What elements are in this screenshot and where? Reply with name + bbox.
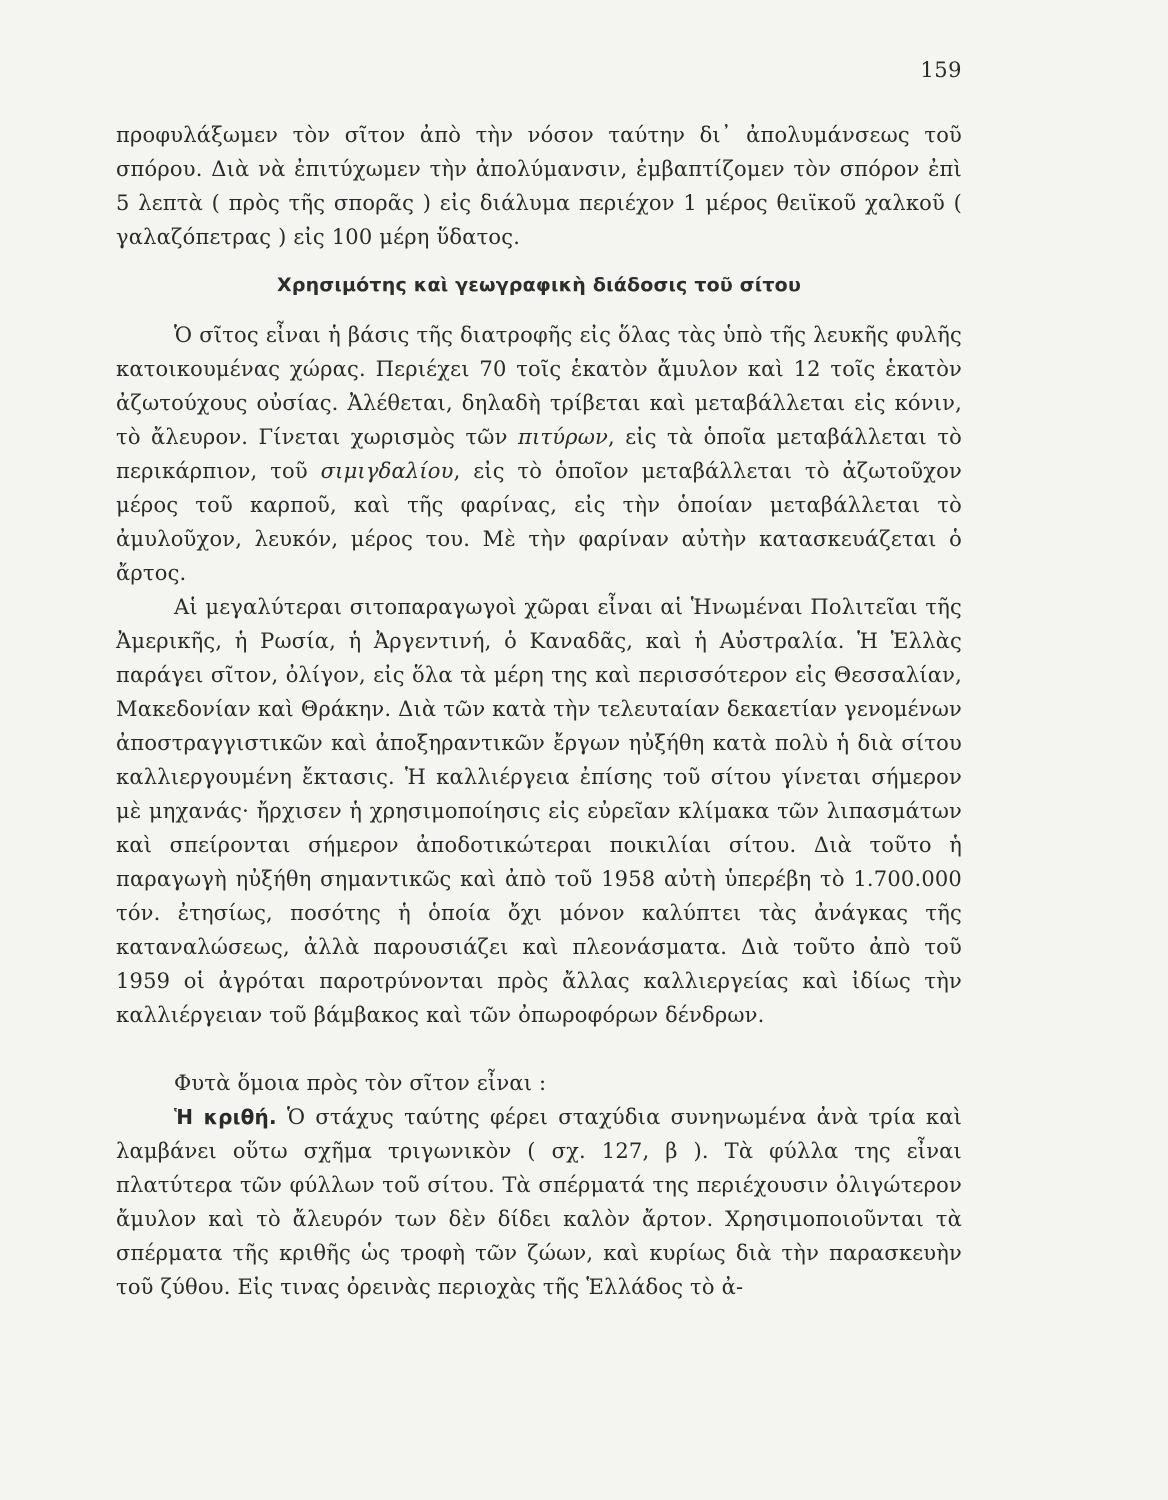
similar-plants-intro: Φυτὰ ὅμοια πρὸς τὸν σῖτον εἶναι : [174,1071,547,1095]
barley-term: Ἡ κριθή. [174,1105,277,1129]
paragraph-nutrition-part-2: , εἰς τὰ ὁποῖα μεταβάλλεται τὸ περικάρπιον, τοῦ [116,425,962,483]
paragraph-nutrition-part-3: , εἰς τὸ ὁποῖον μεταβάλλεται τὸ ἀζωτοῦχον μέρος τοῦ καρποῦ, καὶ τῆς φαρίνας, εἰς τὴν ὁποίαν μεταβάλλεται τὸ ἀμυλοῦχον, λευκόν, μέρος του. Μὲ τὴν φαρίναν αὐτὴν κατασκευάζεται ὁ ἄρτος. [116,459,962,585]
term-semolina: σιμιγδαλίου [320,459,454,483]
text-body [116,118,962,1304]
barley-description: Ὁ στάχυς ταύτης φέρει σταχύδια συνηνωμένα ἀνὰ τρία καὶ λαμβάνει οὕτω σχῆμα τριγωνικὸν ( σχ. 127, β ). Τὰ φύλλα της εἶναι πλατύτερα τῶν φύλλων τοῦ σίτου. Τὰ σπέρματά της περιέχουσιν ὀλιγώτερον ἄμυλον καὶ τὸ ἄλευρόν των δὲν δίδει καλὸν ἄρτον. Χρησιμοποιοῦνται τὰ σπέρματα τῆς κριθῆς ὡς τροφὴ τῶν ζώων, καὶ κυρίως διὰ τὴν παρασκευὴν τοῦ ζύθου. Εἰς τινας ὀρεινὰς περιοχὰς τῆς Ἑλλάδος τὸ ἀ- [116,1105,963,1299]
page-number: 159 [920,58,962,82]
paragraph-nutrition-part-1: Ὁ σῖτος εἶναι ἡ βάσις τῆς διατροφῆς εἰς ὅλας τὰς ὑπὸ τῆς λευκῆς φυλῆς κατοικουμένας χώρας. Περιέχει 70 τοῖς ἑκατὸν ἄμυλον καὶ 12 τοῖς ἑκατὸν ἀζωτούχους οὐσίας. Ἀλέθεται, δηλαδὴ τρίβεται καὶ μεταβάλλεται εἰς κόνιν, τὸ ἄλευρον. Γίνεται χωρισμὸς τῶν [116,323,962,449]
intro-paragraph: προφυλάξωμεν τὸν σῖτον ἀπὸ τὴν νόσον ταύτην δι᾽ ἀπολυμάνσεως τοῦ σπόρου. Διὰ νὰ ἐπιτύχωμεν τὴν ἀπολύμανσιν, ἐμβαπτίζομεν τὸν σπόρον ἐπὶ 5 λεπτὰ ( πρὸς τῆς σπορᾶς ) εἰς διάλυμα περιέχον 1 μέρος θειϊκοῦ χαλκοῦ ( γαλαζόπετρας ) εἰς 100 μέρη ὕδατος. [116,123,962,249]
paragraph-production: Αἱ μεγαλύτεραι σιτοπαραγωγοὶ χῶραι εἶναι αἱ Ἡνωμέναι Πολιτεῖαι τῆς Ἀμερικῆς, ἡ Ρωσία, ἡ Ἀργεντινή, ὁ Καναδᾶς, καὶ ἡ Αὐστραλία. Ἡ Ἑλλὰς παράγει σῖτον, ὀλίγον, εἰς ὅλα τὰ μέρη της καὶ περισσότερον εἰς Θεσσαλίαν, Μακεδονίαν καὶ Θράκην. Διὰ τῶν κατὰ τὴν τελευταίαν δεκαετίαν γενομένων ἀποστραγγιστικῶν καὶ ἀποξηραντικῶν ἔργων ηὐξήθη κατὰ πολὺ ἡ διὰ σίτου καλλιεργουμένη ἔκτασις. Ἡ καλλιέργεια ἐπίσης τοῦ σίτου γίνεται σήμερον μὲ μηχανάς· ἤρχισεν ἡ χρησιμοποίησις εἰς εὐρεῖαν κλίμακα τῶν λιπασμάτων καὶ σπείρονται σήμερον ἀποδοτικώτεραι ποικιλίαι σίτου. Διὰ τοῦτο ἡ παραγωγὴ ηὐξήθη σημαντικῶς καὶ ἀπὸ τοῦ 1958 αὐτὴ ὑπερέβη τὸ 1.700.000 τόν. ἐτησίως, ποσότης ἡ ὁποία ὄχι μόνον καλύπτει τὰς ἀνάγκας τῆς καταναλώσεως, ἀλλὰ παρουσιάζει καὶ πλεονάσματα. Διὰ τοῦτο ἀπὸ τοῦ 1959 οἱ ἀγρόται παροτρύνονται πρὸς ἄλλας καλλιεργείας καὶ ἰδίως τὴν καλλιέργειαν τοῦ βάμβακος καὶ τῶν ὀπωροφόρων δένδρων. [116,595,962,1027]
paragraph-nutrition [116,318,962,590]
paragraph-spacer [116,1032,962,1066]
section-heading: Χρησιμότης καὶ γεωγραφικὴ διάδοσις τοῦ σίτου [277,274,801,296]
term-bran: πιτύρων [517,425,608,449]
paragraph-barley [116,1100,962,1304]
